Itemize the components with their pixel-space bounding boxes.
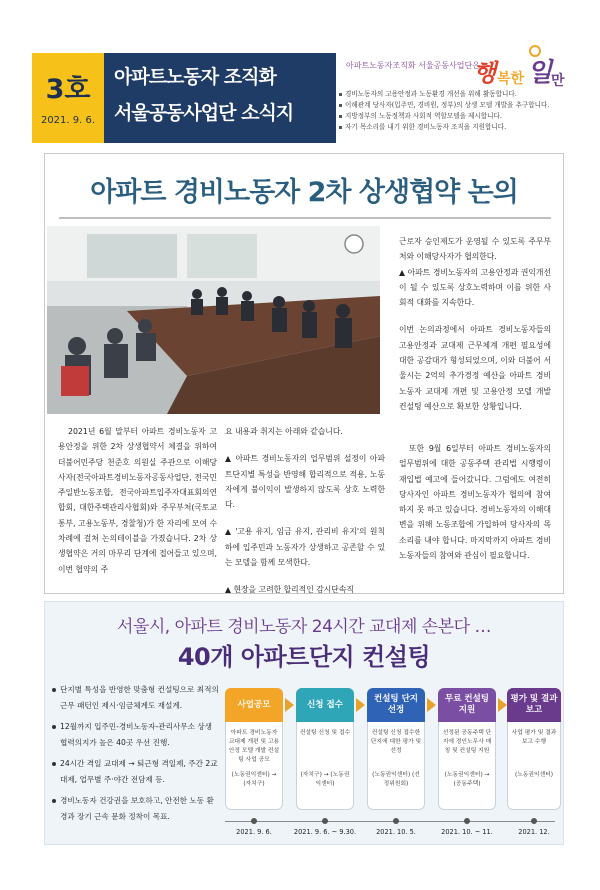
consulting-points xyxy=(51,682,219,830)
title-line-1: 아파트노동자 조직화 xyxy=(114,66,276,88)
timeline-date: 2021. 9. 6. ~ 9.30. xyxy=(293,828,357,836)
step-desc: 컨설팅 신청 접수한 단지에 대한 평가 및 선정 xyxy=(370,730,422,754)
point-item: 단지별 특성을 반영한 맞춤형 컨설팅으로 최적의 근무 패턴인 제시·임금체계도 재설계. xyxy=(51,682,219,713)
svg-text:일: 일 xyxy=(527,58,553,88)
section-title: 40개 아파트단지 컨설팅 xyxy=(177,643,431,671)
divider xyxy=(59,217,551,219)
step-who: (자치구) → (노동권익센터) xyxy=(300,772,350,787)
article-col-3 xyxy=(399,441,551,563)
paragraph: 근로자 승인제도가 운영될 수 있도록 주무부처와 이해당사자가 협의한다. xyxy=(399,237,551,262)
article-col-1 xyxy=(58,424,217,577)
paragraph: ▲ 아파트 경비노동자의 고용안정과 권익개선이 될 수 있도록 상호노력하며 이를 위한 사회적 대화를 지속한다. xyxy=(399,267,551,308)
step-desc: 컨설팅 신청 및 접수 xyxy=(299,730,351,736)
title-line-2: 서울공동사업단 소식지 xyxy=(114,102,294,124)
article-col-2 xyxy=(225,424,385,598)
timeline-date: 2021. 9. 6. xyxy=(236,828,272,836)
svg-text:행: 행 xyxy=(473,58,497,87)
paragraph: ▲ 현장을 고려한 합리적인 감시단속직 xyxy=(225,585,354,595)
article-headline: 아파트 경비노동자 2차 상생협약 논의 xyxy=(90,177,518,208)
timeline-date: 2021. 10. 5. xyxy=(376,828,416,836)
mission-item: 지방정부의 노동정책과 사회적 역할모델을 제시합니다. xyxy=(338,111,574,122)
step-label: 평가 및 결과 보고 xyxy=(507,688,561,722)
issue-badge xyxy=(32,53,104,143)
paragraph: ▲ 아파트 경비노동자의 업무범위 설정이 아파트단지별 특성을 반영해 합리적으로 적용, 노동자에게 불이익이 발생하지 않도록 상호 노력한다. xyxy=(225,454,385,510)
timeline-dot xyxy=(464,818,470,824)
step-card xyxy=(225,688,283,810)
arrow-right-icon xyxy=(356,698,365,712)
issue-date: 2021. 9. 6. xyxy=(40,115,96,126)
step-card xyxy=(296,688,354,810)
step-who: (노동권익센터) → (공동주택) xyxy=(444,772,490,787)
step-card xyxy=(507,688,561,810)
meeting-photo xyxy=(47,226,380,414)
paragraph: 이번 논의과정에서 아파트 경비노동자들의 고용안정과 교대제 근무체계 개편 필요성에 대한 공감대가 형성되었으며, 이와 더불어 서울시는 2억의 추가경정 예산을 아파트 경비노동자 교대제 개편 및 고용안정 모델 개발 컨설팅 예산으로 확보한 상황입니다. xyxy=(399,325,551,411)
timeline-date: 2021. 10. ~ 11. xyxy=(441,828,493,836)
svg-text:만: 만 xyxy=(551,73,565,89)
article-right-top xyxy=(399,234,551,414)
newsletter-header xyxy=(32,53,572,143)
mission-item: 경비노동자의 고용안정과 노동환경 개선을 위해 활동합니다. xyxy=(338,89,574,100)
point-item: 24시간 격일 교대제 → 퇴근형 격일제, 주간 2교대제, 업무별 주·야간 전담제 등. xyxy=(51,756,219,787)
logo xyxy=(469,41,573,89)
step-label: 컨설팅 단지 선정 xyxy=(367,688,425,722)
mission-item: 이해관계 당사자(입주민, 경비원, 정부)의 상생 모델 개발을 추구합니다. xyxy=(338,100,574,111)
timeline-dot xyxy=(322,818,328,824)
svg-text:복한: 복한 xyxy=(497,71,525,87)
main-article xyxy=(44,153,564,594)
timeline-dot xyxy=(251,818,257,824)
step-who: (노동권익센터) → (자치구) xyxy=(231,772,277,787)
tagline: 아파트노동자조직화 서울공동사업단은 xyxy=(346,61,480,70)
step-who: (노동권익센터) xyxy=(514,772,554,778)
timeline-date: 2021. 12. xyxy=(518,828,550,836)
section-subtitle: 서울시, 아파트 경비노동자 24시간 교대제 손본다 … xyxy=(117,617,491,637)
point-item: 12월까지 입주민-경비노동자-관리사무소 상생협력의지가 높은 40곳 우선 진행. xyxy=(51,719,219,750)
mission-item: 자기 목소리를 내기 위한 경비노동자 조직을 지원합니다. xyxy=(338,122,574,133)
arrow-right-icon xyxy=(498,698,507,712)
point-item: 경비노동자 건강권을 보호하고, 안전한 노동 환경과 장기 근속 문화 정착이 목표. xyxy=(51,793,219,824)
paragraph: 2021년 6월 말부터 아파트 경비노동자 고용안정을 위한 2차 상생협약서 체결을 위하여 더불어민주당 천준호 의원실 주관으로 이해당사자(전국아파트경비노동자공동사업단, 전국민주일반노동조합, 전국아파트입주자대표회의연합회, 대한주택관리사협회)와 주무부처(국토교통부, 고용노동부, 경찰청)가 한 자리에 모여 수차례에 걸쳐 논의테이블을 가졌습니다. 2차 상생협약은 거의 마무리 단계에 접어들고 있으며, 이번 협약의 주 xyxy=(58,427,217,574)
paragraph: 요 내용과 취지는 아래와 같습니다. xyxy=(225,427,343,436)
timeline xyxy=(225,821,555,822)
issue-number: 3호 xyxy=(45,74,91,105)
step-card xyxy=(367,688,425,810)
arrow-right-icon xyxy=(285,698,294,712)
step-card xyxy=(438,688,496,810)
newsletter-title xyxy=(104,53,336,143)
arrow-right-icon xyxy=(427,698,436,712)
consulting-section xyxy=(44,601,564,845)
step-who: (노동권익센터) (선정위원회) xyxy=(372,772,420,787)
step-desc: 아파트 경비노동자 교대제 개편 및 고용안정 모델 개발 컨설팅 사업 공모 xyxy=(228,730,280,763)
paragraph: ▲ '고용 유지, 임금 유지, 관리비 유지'의 원칙 하에 입주민과 노동자가 상생하고 공존할 수 있는 모델을 함께 모색한다. xyxy=(225,527,385,568)
step-desc: 선정된 공동주택 단지에 경인노무사 매칭 및 컨설팅 지원 xyxy=(442,730,492,754)
timeline-dot xyxy=(531,818,537,824)
timeline-dot xyxy=(393,818,399,824)
step-desc: 사업 평가 및 결과보고 수행 xyxy=(511,730,557,745)
step-label: 사업공모 xyxy=(225,688,283,722)
mission-list xyxy=(338,89,574,133)
step-label: 신청 접수 xyxy=(296,688,354,722)
paragraph: 또한 9월 6일부터 아파트 경비노동자의 업무범위에 대한 공동주택 관리법 시행령이 재입법 예고에 들어갔니다. 그럼에도 여전히 당사자인 아파트 경비노동자가 협의에 참여하지 못 하고 있습니다. 경비노동자의 이해대변을 위해 노동조합에 가입하여 당사자의 목소리를 내야 합니다. 마지막까지 아파트 경비노동자들의 참여와 관심이 필요합니다. xyxy=(399,444,551,561)
step-label: 무료 컨설팅 지원 xyxy=(438,688,496,722)
